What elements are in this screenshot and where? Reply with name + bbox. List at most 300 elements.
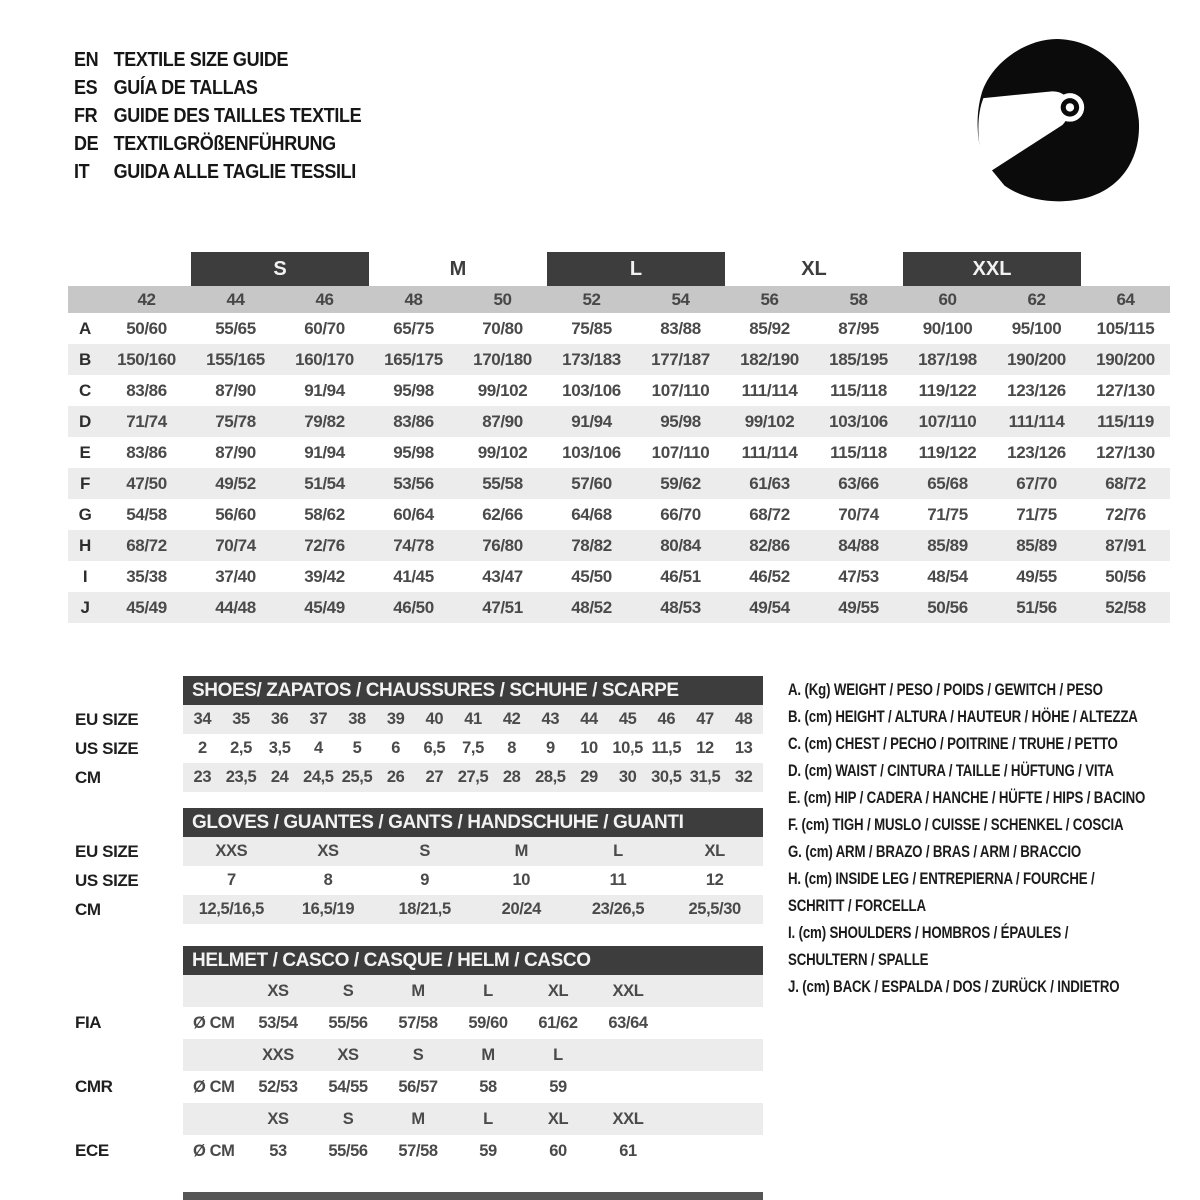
legend-item-continued: SCHRITT / FORCELLA [788, 896, 926, 915]
size-column-header: 56 [760, 289, 779, 309]
helmet-value-cell: 58 [479, 1077, 497, 1096]
size-value-cell: 87/90 [215, 442, 256, 462]
shoe-size-value-cell: 2,5 [230, 739, 252, 757]
size-value-cell: 48/53 [660, 597, 701, 617]
size-value-cell: 49/55 [1016, 566, 1057, 586]
size-value-cell: 75/85 [571, 318, 612, 338]
size-value-cell: 87/90 [482, 411, 523, 431]
size-value-cell: 85/89 [927, 535, 968, 555]
measurement-row [68, 530, 1170, 561]
size-value-cell: 85/89 [1016, 535, 1057, 555]
size-value-cell: 65/68 [927, 473, 968, 493]
glove-size-value-cell: XXS [215, 842, 248, 860]
legend-item: I. (cm) SHOULDERS / HOMBROS / ÉPAULES / [788, 923, 1069, 942]
shoe-size-row-values [183, 763, 763, 792]
row-letter-label: D [79, 411, 91, 431]
helmet-value-cell: 57/58 [398, 1141, 438, 1160]
size-value-cell: 95/98 [660, 411, 701, 431]
size-value-cell: 190/200 [1096, 349, 1155, 369]
size-value-cell: 37/40 [215, 566, 256, 586]
shoe-size-value-cell: 7,5 [462, 739, 484, 757]
helmet-size-header: XS [337, 1045, 359, 1064]
size-column-header: 48 [404, 289, 423, 309]
size-value-cell: 51/54 [304, 473, 345, 493]
size-value-cell: 35/38 [126, 566, 167, 586]
shoe-size-value-cell: 25,5 [341, 768, 373, 786]
legend-item: F. (cm) TIGH / MUSLO / CUISSE / SCHENKEL / COSCIA [788, 815, 1124, 834]
size-value-cell: 44/48 [215, 597, 256, 617]
size-value-cell: 39/42 [304, 566, 345, 586]
size-value-cell: 61/63 [749, 473, 790, 493]
glove-size-value-cell: 7 [226, 871, 236, 889]
shoe-size-value-cell: 23,5 [225, 768, 257, 786]
size-value-cell: 95/100 [1011, 318, 1062, 338]
shoe-size-value-cell: 2 [197, 739, 207, 757]
helmet-sizes-row [68, 975, 763, 1007]
size-value-cell: 115/118 [830, 442, 887, 462]
size-value-cell: 103/106 [562, 380, 621, 400]
shoe-size-value-cell: 30 [618, 768, 637, 786]
size-value-cell: 68/72 [126, 535, 167, 555]
size-value-cell: 85/92 [749, 318, 790, 338]
shoe-size-row-label: CM [75, 767, 101, 787]
glove-size-value-cell: 11 [609, 871, 627, 889]
helmet-size-header: XL [547, 981, 569, 1000]
size-value-cell: 115/118 [830, 380, 887, 400]
legend-item: E. (cm) HIP / CADERA / HANCHE / HÜFTE / HIPS / BACINO [788, 788, 1146, 807]
helmet-size-header: XS [267, 981, 289, 1000]
racing-helmet-icon [975, 34, 1143, 206]
helmet-value-cell: 55/56 [328, 1141, 368, 1160]
size-value-cell: 50/56 [1105, 566, 1146, 586]
shoe-size-value-cell: 12 [696, 739, 714, 757]
helmet-value-cell: 56/57 [398, 1077, 438, 1096]
size-value-cell: 79/82 [304, 411, 345, 431]
size-value-cell: 83/88 [660, 318, 701, 338]
size-value-cell: 84/88 [838, 535, 879, 555]
measurement-legend [788, 676, 1178, 1000]
measurement-row [68, 468, 1170, 499]
size-column-header: 50 [493, 289, 512, 309]
size-value-cell: 107/110 [651, 442, 710, 462]
size-column-header: 64 [1116, 289, 1135, 309]
shoe-size-row-values [183, 734, 763, 763]
size-value-cell: 95/98 [393, 380, 434, 400]
size-value-cell: 66/70 [660, 504, 701, 524]
glove-size-value-cell: M [514, 842, 528, 860]
helmet-sizes-values [183, 975, 763, 1007]
shoe-size-value-cell: 3,5 [268, 739, 291, 757]
size-band-label: S [191, 252, 369, 286]
helmet-value-cell: 52/53 [258, 1077, 298, 1096]
shoe-size-value-cell: 47 [696, 710, 714, 728]
row-letter-label: G [78, 504, 92, 524]
measurement-row [68, 592, 1170, 623]
row-letter-label: B [79, 349, 91, 369]
guide-title: TEXTILGRÖßENFÜHRUNG [113, 133, 336, 155]
shoe-size-value-cell: 4 [313, 739, 323, 757]
size-value-cell: 78/82 [571, 535, 612, 555]
size-value-cell: 62/66 [482, 504, 523, 524]
glove-size-value-cell: 12,5/16,5 [198, 900, 264, 918]
legend-item: D. (cm) WAIST / CINTURA / TAILLE / HÜFTUNG / VITA [788, 761, 1114, 780]
helmet-sizes-spacer [68, 1103, 183, 1135]
size-value-cell: 45/50 [571, 566, 612, 586]
shoe-size-value-cell: 44 [580, 710, 598, 728]
legend-item-continued: SCHULTERN / SPALLE [788, 950, 929, 969]
helmet-size-header: XL [547, 1109, 569, 1128]
helmet-value-cell: 61/62 [538, 1013, 578, 1032]
helmet-value-cell: 57/58 [398, 1013, 438, 1032]
glove-size-value-cell: 23/26,5 [591, 900, 645, 918]
size-band-row [68, 252, 1170, 286]
shoe-size-value-cell: 28,5 [535, 768, 566, 786]
shoe-size-value-cell: 30,5 [651, 768, 682, 786]
shoe-size-value-cell: 6 [391, 739, 401, 757]
size-value-cell: 119/122 [918, 380, 977, 400]
helmet-sizes-values [183, 1103, 763, 1135]
shoe-size-value-cell: 46 [657, 710, 676, 728]
shoe-size-value-cell: 27,5 [457, 768, 489, 786]
helmet-standard-values [183, 1007, 763, 1039]
helmet-size-header: M [411, 1109, 425, 1128]
glove-size-value-cell: 10 [512, 871, 531, 889]
size-value-cell: 123/126 [1007, 442, 1066, 462]
glove-size-row [68, 895, 763, 924]
size-value-cell: 65/75 [393, 318, 434, 338]
shoe-size-row [68, 734, 763, 763]
glove-size-row-values [183, 837, 763, 866]
glove-size-row-label: CM [75, 899, 101, 919]
measurement-row [68, 313, 1170, 344]
legend-item: J. (cm) BACK / ESPALDA / DOS / ZURÜCK / INDIETRO [788, 977, 1120, 996]
glove-size-row-values [183, 895, 763, 924]
size-value-cell: 55/65 [215, 318, 256, 338]
size-value-cell: 60/70 [304, 318, 345, 338]
shoe-size-value-cell: 24 [270, 768, 289, 786]
shoe-size-value-cell: 43 [541, 710, 560, 728]
measurement-row [68, 344, 1170, 375]
helmet-size-header: M [481, 1045, 495, 1064]
glove-size-value-cell: 8 [323, 871, 333, 889]
size-value-cell: 70/74 [215, 535, 256, 555]
shoe-size-value-cell: 24,5 [303, 768, 334, 786]
glove-size-row [68, 866, 763, 895]
shoe-size-value-cell: 45 [618, 710, 637, 728]
size-value-cell: 111/114 [741, 380, 798, 400]
size-number-header-row [68, 286, 1170, 313]
helmet-value-cell: 53/54 [258, 1013, 298, 1032]
glove-size-row-label: US SIZE [75, 870, 139, 890]
guide-title: TEXTILE SIZE GUIDE [113, 49, 289, 71]
helmet-standard-label: FIA [75, 1013, 102, 1032]
size-column-header: 60 [938, 289, 957, 309]
shoe-size-value-cell: 11,5 [651, 739, 682, 757]
size-value-cell: 48/52 [571, 597, 612, 617]
size-value-cell: 83/86 [126, 380, 167, 400]
helmet-standard-row [68, 1071, 763, 1103]
shoe-size-value-cell: 13 [734, 739, 753, 757]
size-value-cell: 127/130 [1096, 380, 1155, 400]
size-value-cell: 52/58 [1105, 597, 1146, 617]
size-column-header: 54 [671, 289, 690, 309]
size-value-cell: 160/170 [295, 349, 354, 369]
size-value-cell: 103/106 [562, 442, 621, 462]
helmet-unit-label: Ø CM [193, 1077, 235, 1096]
size-value-cell: 123/126 [1007, 380, 1066, 400]
helmet-standard-label: CMR [75, 1077, 113, 1096]
size-value-cell: 70/74 [838, 504, 879, 524]
size-value-cell: 51/56 [1016, 597, 1057, 617]
shoe-size-row [68, 705, 763, 734]
size-value-cell: 67/70 [1016, 473, 1057, 493]
size-value-cell: 50/60 [126, 318, 167, 338]
glove-size-value-cell: 9 [420, 871, 430, 889]
helmet-size-header: M [411, 981, 425, 1000]
size-value-cell: 45/49 [304, 597, 345, 617]
helmet-value-cell: 60 [549, 1141, 567, 1160]
size-value-cell: 185/195 [829, 349, 888, 369]
helmet-standard-row [68, 1007, 763, 1039]
glove-size-value-cell: 12 [705, 871, 724, 889]
row-letter-label: H [79, 535, 91, 555]
size-band-label: XXL [903, 252, 1081, 286]
shoe-size-value-cell: 28 [502, 768, 521, 786]
shoe-size-value-cell: 10,5 [612, 739, 643, 757]
helmet-standard-row [68, 1135, 763, 1167]
size-value-cell: 49/54 [749, 597, 790, 617]
shoe-size-value-cell: 29 [580, 768, 598, 786]
shoe-size-value-cell: 32 [734, 768, 753, 786]
helmet-value-cell: 59/60 [468, 1013, 508, 1032]
helmet-sizes-row [68, 1103, 763, 1135]
size-value-cell: 57/60 [571, 473, 612, 493]
size-value-cell: 49/52 [215, 473, 256, 493]
shoe-size-value-cell: 48 [734, 710, 753, 728]
size-value-cell: 55/58 [482, 473, 523, 493]
glove-size-value-cell: S [419, 842, 430, 860]
helmet-value-cell: 63/64 [608, 1013, 648, 1032]
shoes-table-header: SHOES/ ZAPATOS / CHAUSSURES / SCHUHE / SCARPE [183, 676, 763, 705]
size-value-cell: 70/80 [482, 318, 523, 338]
size-value-cell: 107/110 [651, 380, 710, 400]
language-code: IT [74, 161, 90, 183]
row-letter-label: C [79, 380, 91, 400]
shoe-size-value-cell: 38 [348, 710, 366, 728]
size-value-cell: 155/165 [206, 349, 265, 369]
size-value-cell: 105/115 [1096, 318, 1155, 338]
glove-size-value-cell: 16,5/19 [301, 900, 355, 918]
size-value-cell: 150/160 [117, 349, 176, 369]
gloves-table [68, 808, 763, 924]
size-value-cell: 82/86 [749, 535, 790, 555]
size-column-header: 44 [226, 289, 245, 309]
helmet-unit-label: Ø CM [193, 1141, 235, 1160]
helmet-value-cell: 61 [619, 1141, 637, 1160]
size-value-cell: 187/198 [918, 349, 977, 369]
size-value-cell: 47/53 [838, 566, 879, 586]
size-value-cell: 45/49 [126, 597, 167, 617]
helmet-value-cell: 55/56 [328, 1013, 368, 1032]
size-value-cell: 170/180 [473, 349, 532, 369]
shoe-size-value-cell: 39 [386, 710, 405, 728]
shoe-size-value-cell: 34 [193, 710, 212, 728]
size-value-cell: 80/84 [660, 535, 701, 555]
guide-title: GUIDE DES TAILLES TEXTILE [113, 105, 362, 127]
shoe-size-row [68, 763, 763, 792]
helmet-standard-values [183, 1135, 763, 1167]
cutoff-header-bar [183, 1192, 763, 1200]
shoe-size-value-cell: 41 [464, 710, 482, 728]
size-value-cell: 54/58 [126, 504, 167, 524]
size-value-cell: 47/51 [482, 597, 523, 617]
size-value-cell: 83/86 [126, 442, 167, 462]
helmet-size-header: S [342, 1109, 354, 1128]
measurement-row [68, 375, 1170, 406]
helmet-standard-label: ECE [75, 1141, 109, 1160]
helmet-table [68, 946, 763, 1167]
size-value-cell: 107/110 [918, 411, 977, 431]
size-value-cell: 68/72 [1105, 473, 1146, 493]
gloves-table-header: GLOVES / GUANTES / GANTS / HANDSCHUHE / GUANTI [183, 808, 763, 837]
size-value-cell: 72/76 [1105, 504, 1146, 524]
helmet-value-cell: 59 [479, 1141, 497, 1160]
shoe-size-value-cell: 36 [270, 710, 289, 728]
size-column-header: 42 [137, 289, 156, 309]
size-value-cell: 58/62 [304, 504, 345, 524]
helmet-size-header: S [342, 981, 354, 1000]
shoe-size-value-cell: 35 [232, 710, 250, 728]
size-value-cell: 91/94 [304, 442, 345, 462]
title-block [74, 46, 361, 186]
size-value-cell: 177/187 [651, 349, 710, 369]
size-value-cell: 103/106 [829, 411, 888, 431]
size-column-header: 46 [315, 289, 334, 309]
measurement-row [68, 406, 1170, 437]
shoe-size-value-cell: 8 [507, 739, 517, 757]
guide-title: GUÍA DE TALLAS [113, 77, 258, 99]
size-value-cell: 46/50 [393, 597, 434, 617]
size-value-cell: 63/66 [838, 473, 879, 493]
glove-size-value-cell: XL [704, 842, 725, 860]
size-value-cell: 87/90 [215, 380, 256, 400]
shoe-size-row-label: EU SIZE [75, 709, 139, 729]
helmet-size-header: L [553, 1045, 563, 1064]
size-value-cell: 50/56 [927, 597, 968, 617]
size-value-cell: 99/102 [477, 442, 528, 462]
helmet-size-header: L [483, 1109, 493, 1128]
helmet-sizes-spacer [68, 1039, 183, 1071]
size-value-cell: 83/86 [393, 411, 434, 431]
shoe-size-value-cell: 9 [545, 739, 555, 757]
legend-item: H. (cm) INSIDE LEG / ENTREPIERNA / FOURCHE / [788, 869, 1095, 888]
helmet-sizes-row [68, 1039, 763, 1071]
size-band-label: L [547, 252, 725, 286]
shoe-size-value-cell: 31,5 [689, 768, 721, 786]
guide-title: GUIDA ALLE TAGLIE TESSILI [113, 161, 356, 183]
glove-size-value-cell: XS [317, 842, 339, 860]
glove-size-row-label: EU SIZE [75, 841, 139, 861]
size-value-cell: 95/98 [393, 442, 434, 462]
shoe-size-row-label: US SIZE [75, 738, 139, 758]
size-value-cell: 99/102 [744, 411, 795, 431]
shoe-size-value-cell: 27 [425, 768, 444, 786]
language-code: EN [74, 49, 99, 71]
size-value-cell: 47/50 [126, 473, 167, 493]
shoe-size-value-cell: 5 [352, 739, 362, 757]
size-value-cell: 76/80 [482, 535, 523, 555]
size-value-cell: 165/175 [384, 349, 443, 369]
main-size-table [68, 252, 1170, 623]
size-value-cell: 71/74 [126, 411, 167, 431]
size-value-cell: 111/114 [741, 442, 798, 462]
size-value-cell: 46/51 [660, 566, 701, 586]
helmet-size-header: XS [267, 1109, 289, 1128]
legend-item: B. (cm) HEIGHT / ALTURA / HAUTEUR / HÖHE / ALTEZZA [788, 707, 1138, 726]
shoe-size-value-cell: 37 [309, 710, 328, 728]
size-value-cell: 75/78 [215, 411, 256, 431]
size-column-header: 58 [849, 289, 868, 309]
measurement-row [68, 499, 1170, 530]
size-value-cell: 99/102 [477, 380, 528, 400]
shoe-size-row-values [183, 705, 763, 734]
shoe-size-value-cell: 40 [425, 710, 444, 728]
shoe-size-value-cell: 6,5 [423, 739, 446, 757]
helmet-value-cell: 59 [549, 1077, 567, 1096]
size-value-cell: 60/64 [393, 504, 434, 524]
size-value-cell: 68/72 [749, 504, 790, 524]
size-value-cell: 190/200 [1007, 349, 1066, 369]
measurement-row [68, 561, 1170, 592]
size-column-header: 62 [1027, 289, 1046, 309]
size-band-label: M [449, 257, 467, 280]
row-letter-label: I [82, 566, 88, 586]
helmet-standard-values [183, 1071, 763, 1103]
shoe-size-value-cell: 26 [386, 768, 405, 786]
helmet-icon-svg [975, 34, 1143, 206]
size-column-header: 52 [582, 289, 601, 309]
legend-item: C. (cm) CHEST / PECHO / POITRINE / TRUHE / PETTO [788, 734, 1118, 753]
glove-size-row-values [183, 866, 763, 895]
language-code: ES [74, 77, 98, 99]
helmet-size-header: XXL [612, 981, 644, 1000]
helmet-unit-label: Ø CM [193, 1013, 235, 1032]
size-value-cell: 71/75 [1016, 504, 1057, 524]
size-value-cell: 53/56 [393, 473, 434, 493]
size-value-cell: 56/60 [215, 504, 256, 524]
size-value-cell: 115/119 [1097, 411, 1154, 431]
helmet-sizes-spacer [68, 975, 183, 1007]
size-value-cell: 41/45 [393, 566, 434, 586]
size-value-cell: 43/47 [482, 566, 523, 586]
size-value-cell: 87/95 [838, 318, 879, 338]
helmet-value-cell: 53 [269, 1141, 287, 1160]
row-letter-label: F [80, 473, 90, 493]
size-value-cell: 91/94 [304, 380, 345, 400]
glove-size-value-cell: 20/24 [501, 900, 541, 918]
glove-size-value-cell: L [613, 842, 623, 860]
shoe-size-value-cell: 42 [502, 710, 521, 728]
size-value-cell: 48/54 [927, 566, 968, 586]
helmet-size-header: XXL [612, 1109, 644, 1128]
size-value-cell: 173/183 [562, 349, 621, 369]
size-value-cell: 127/130 [1096, 442, 1155, 462]
legend-item: A. (Kg) WEIGHT / PESO / POIDS / GEWITCH / PESO [788, 680, 1103, 699]
size-value-cell: 64/68 [571, 504, 612, 524]
helmet-size-header: S [412, 1045, 424, 1064]
size-value-cell: 87/91 [1105, 535, 1146, 555]
size-value-cell: 71/75 [927, 504, 968, 524]
